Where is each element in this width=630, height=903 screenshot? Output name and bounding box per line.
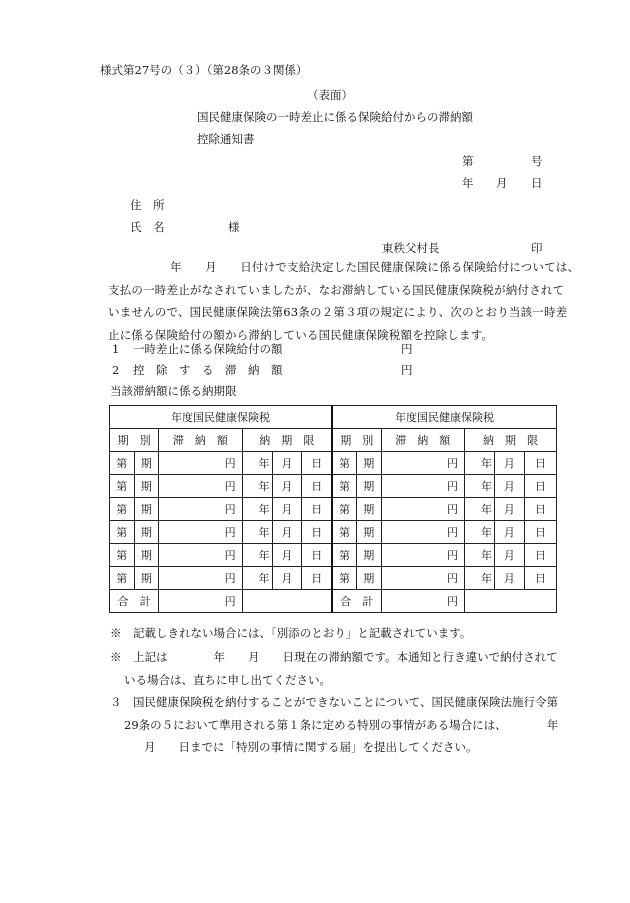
deadline-year: 年 (465, 452, 495, 475)
body-paragraph (108, 256, 590, 346)
total-deadline-blank (242, 590, 332, 613)
honorific: 様 (228, 220, 240, 234)
deadline-day: 日 (302, 544, 332, 567)
deadline-year: 年 (242, 544, 272, 567)
note-3 (110, 691, 580, 759)
deadline-month: 月 (494, 567, 524, 590)
period-ki: 期 (134, 544, 159, 567)
deadline-month: 月 (272, 452, 302, 475)
group-header-right: 年度国民健康保険税 (332, 406, 557, 429)
period-dai: 第 (332, 544, 357, 567)
form-reference: 様式第27号の（３）（第28条の３関係） (100, 63, 308, 77)
period-ki: 期 (134, 475, 159, 498)
item-2-number: 2 (112, 363, 120, 377)
doc-number-dai: 第 (462, 154, 474, 168)
table-row (110, 544, 557, 567)
period-dai: 第 (332, 498, 357, 521)
table-row (110, 498, 557, 521)
table-row (110, 475, 557, 498)
total-label: 合 計 (110, 590, 159, 613)
amount-yen: 円 (381, 567, 464, 590)
amount-yen: 円 (381, 498, 464, 521)
period-ki: 期 (357, 521, 382, 544)
total-deadline-blank (465, 590, 557, 613)
note-3-line: 29条の５において準用される第１条に定める特別の事情がある場合には、 年 (124, 717, 559, 732)
deadline-day: 日 (302, 567, 332, 590)
col-header-amount: 滞 納 額 (159, 429, 242, 452)
table-column-header-row (110, 429, 557, 452)
deadline-year: 年 (242, 475, 272, 498)
deadline-month: 月 (272, 567, 302, 590)
col-header-deadline: 納 期 限 (242, 429, 332, 452)
table-total-row (110, 590, 557, 613)
col-header-period: 期 別 (332, 429, 381, 452)
date-year: 年 (462, 176, 474, 190)
period-dai: 第 (110, 452, 135, 475)
item-2-label: 控 除 す る 滞 納 額 (133, 363, 283, 377)
period-dai: 第 (110, 521, 135, 544)
total-amount-yen: 円 (381, 590, 464, 613)
deadline-year: 年 (465, 498, 495, 521)
period-ki: 期 (134, 521, 159, 544)
deadline-month: 月 (494, 544, 524, 567)
period-ki: 期 (134, 567, 159, 590)
period-dai: 第 (332, 567, 357, 590)
period-ki: 期 (357, 452, 382, 475)
table-row (110, 521, 557, 544)
period-ki: 期 (357, 498, 382, 521)
title-line1: 国民健康保険の一時差止に係る保険給付からの滞納額 (197, 110, 473, 124)
doc-number-go: 号 (531, 154, 543, 168)
deadline-year: 年 (242, 567, 272, 590)
period-ki: 期 (134, 498, 159, 521)
deadline-year: 年 (242, 452, 272, 475)
deadline-month: 月 (272, 475, 302, 498)
col-header-period: 期 別 (110, 429, 159, 452)
item-1-unit: 円 (401, 342, 413, 356)
deadline-year: 年 (242, 498, 272, 521)
deadline-month: 月 (494, 498, 524, 521)
deadline-month: 月 (494, 475, 524, 498)
period-ki: 期 (134, 452, 159, 475)
deadline-day: 日 (302, 521, 332, 544)
amount-yen: 円 (381, 521, 464, 544)
issuer-title: 東秩父村長 (382, 241, 440, 255)
deadline-day: 日 (302, 475, 332, 498)
deadline-month: 月 (272, 544, 302, 567)
deadline-day: 日 (524, 475, 556, 498)
amount-yen: 円 (159, 475, 242, 498)
deadline-day: 日 (524, 452, 556, 475)
note-1 (110, 622, 580, 645)
col-header-amount: 滞 納 額 (381, 429, 464, 452)
amount-yen: 円 (159, 567, 242, 590)
period-dai: 第 (110, 475, 135, 498)
deadline-year: 年 (465, 567, 495, 590)
amount-yen: 円 (381, 452, 464, 475)
deadline-month: 月 (494, 521, 524, 544)
body-line: 年 月 日付けで支給決定した国民健康保険に係る保険給付については、 (170, 260, 580, 274)
period-dai: 第 (332, 475, 357, 498)
deadline-year: 年 (465, 475, 495, 498)
issuer-seal: 印 (531, 241, 543, 255)
deadline-month: 月 (272, 521, 302, 544)
period-ki: 期 (357, 544, 382, 567)
period-dai: 第 (110, 498, 135, 521)
table-row (110, 452, 557, 475)
deadline-year: 年 (465, 521, 495, 544)
period-dai: 第 (332, 521, 357, 544)
body-line: 止に係る保険給付の額から滞納している国民健康保険税額を控除します。 (108, 327, 494, 342)
body-line: 支払の一時差止がなされていましたが、なお滞納している国民健康保険税が納付されて (108, 282, 565, 297)
deadline-day: 日 (302, 498, 332, 521)
table-row (110, 567, 557, 590)
note-2-line: ※ 上記は 年 月 日現在の滞納額です。本通知と行き違いで納付されて (110, 650, 558, 664)
amount-yen: 円 (381, 475, 464, 498)
deadline-day: 日 (524, 521, 556, 544)
period-dai: 第 (110, 567, 135, 590)
group-header-left: 年度国民健康保険税 (110, 406, 332, 429)
deadline-day: 日 (524, 498, 556, 521)
title-line2: 控除通知書 (197, 132, 255, 146)
side-label: （表面） (307, 88, 353, 102)
deadline-month: 月 (272, 498, 302, 521)
amount-yen: 円 (159, 498, 242, 521)
period-dai: 第 (332, 452, 357, 475)
deadline-day: 日 (524, 567, 556, 590)
amount-yen: 円 (159, 544, 242, 567)
deadline-day: 日 (302, 452, 332, 475)
deadline-day: 日 (524, 544, 556, 567)
note-3-line: ３ 国民健康保険税を納付することができないことについて、国民健康保険法施行令第 (110, 695, 559, 709)
amount-yen: 円 (159, 452, 242, 475)
note-2-line: いる場合は、直ちに申し出てください。 (124, 672, 331, 687)
deadline-year: 年 (465, 544, 495, 567)
col-header-deadline: 納 期 限 (465, 429, 557, 452)
deadline-month: 月 (494, 452, 524, 475)
item-1-label: 一時差止に係る保険給付の額 (133, 342, 283, 356)
deadline-table (109, 405, 557, 613)
note-3-line: 月 日までに「特別の事情に関する届」を提出してください。 (144, 740, 478, 754)
amount-yen: 円 (381, 544, 464, 567)
date-month: 月 (496, 176, 508, 190)
amount-yen: 円 (159, 521, 242, 544)
table-group-header-row (110, 406, 557, 429)
note-2 (110, 646, 580, 691)
body-line: いませんので、国民健康保険法第63条の２第３項の規定により、次のとおり当該一時差 (108, 305, 568, 319)
table-caption: 当該滞納額に係る納期限 (110, 384, 237, 398)
date-day: 日 (531, 176, 543, 190)
period-dai: 第 (110, 544, 135, 567)
note-1-text: ※ 記載しきれない場合には、「別添のとおり」と記載されています。 (110, 626, 472, 640)
period-ki: 期 (357, 567, 382, 590)
address-label: 住 所 (130, 198, 165, 212)
total-label: 合 計 (332, 590, 381, 613)
item-1-number: 1 (112, 342, 120, 356)
name-label: 氏 名 (130, 220, 165, 234)
period-ki: 期 (357, 475, 382, 498)
deadline-year: 年 (242, 521, 272, 544)
total-amount-yen: 円 (159, 590, 242, 613)
item-2-unit: 円 (401, 363, 413, 377)
